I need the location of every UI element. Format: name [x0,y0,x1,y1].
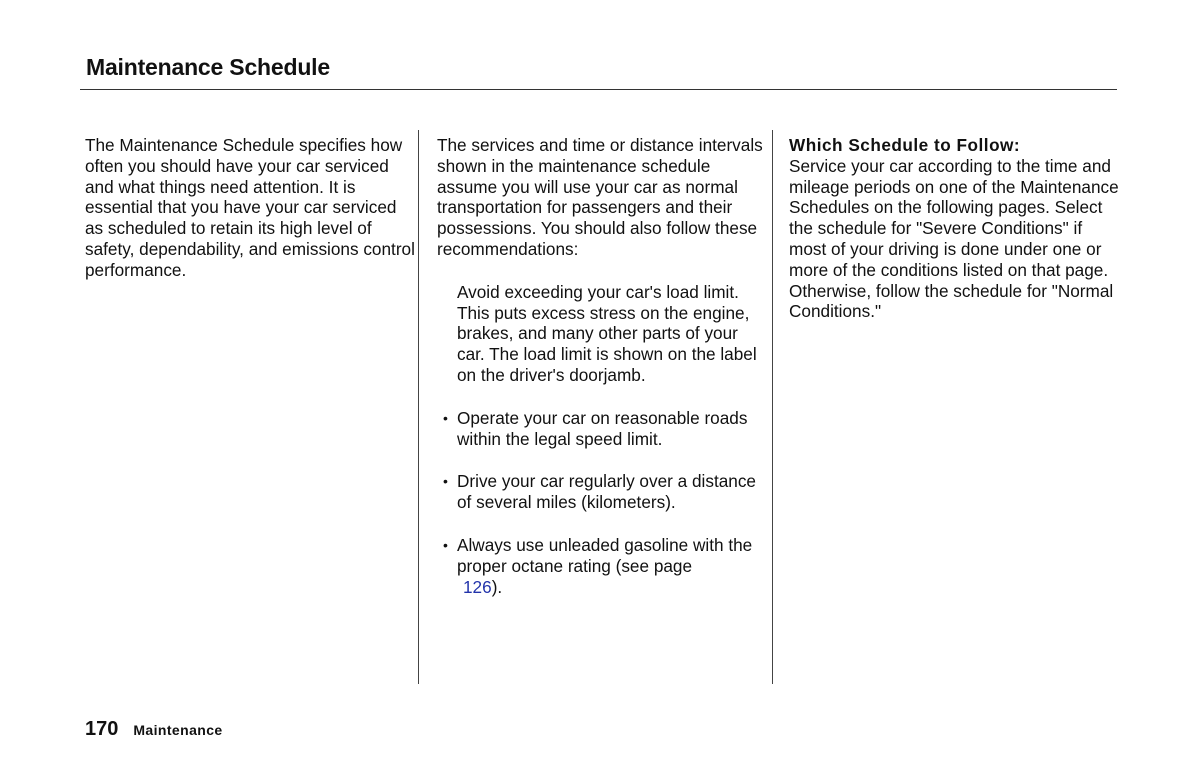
list-item-text: Operate your car on reasonable roads within the legal speed limit. [457,407,748,449]
column-which-schedule [789,135,1119,322]
list-item-text: Always use unleaded gasoline with the proper octane rating (see page [457,534,753,576]
page-title: Maintenance Schedule [86,54,330,80]
page-footer [85,718,223,741]
bullet-icon: • [443,473,448,490]
title-rule [80,89,1117,90]
page-number: 170 [85,718,119,740]
list-item [437,535,767,597]
list-item [437,408,767,450]
which-schedule-heading: Which Schedule to Follow: [789,135,1021,155]
list-item [437,471,767,513]
column-recommendations [437,135,767,597]
recommendations-list [437,282,767,598]
recommendations-intro: The services and time or distance intervals shown in the maintenance schedule assume you will use your car as normal transportation for passengers and their possessions. You should also follow these recommendations: [437,135,763,259]
column-divider-right [772,130,773,684]
bullet-icon: • [443,409,448,426]
list-item-text: Avoid exceeding your car's load limit. This puts excess stress on the engine, brakes, and many other parts of your car. The load limit is shown on the label on the driver's doorjamb. [457,281,757,385]
list-item-text: Drive your car regularly over a distance of several miles (kilometers). [457,471,756,513]
page-126-link[interactable]: 126 [463,576,492,597]
column-divider-left [418,130,419,684]
bullet-icon: • [443,536,448,553]
list-item-suffix: ). [491,576,503,597]
column-intro [85,135,415,281]
intro-paragraph: The Maintenance Schedule specifies how often you should have your car serviced and what things need attention. It is essential that you have your car serviced as scheduled to retain its high level of safety, dependability, and emissions control performance. [85,135,415,280]
section-name: Maintenance [133,722,223,738]
which-schedule-paragraph: Service your car according to the time and mileage periods on one of the Maintenance Schedules on the following pages. Select the schedule for "Severe Conditions" if most of your driving is done under one or more of the conditions listed on that page. Otherwise, follow the schedule for "Normal Conditions." [789,155,1119,322]
list-item [437,282,767,386]
